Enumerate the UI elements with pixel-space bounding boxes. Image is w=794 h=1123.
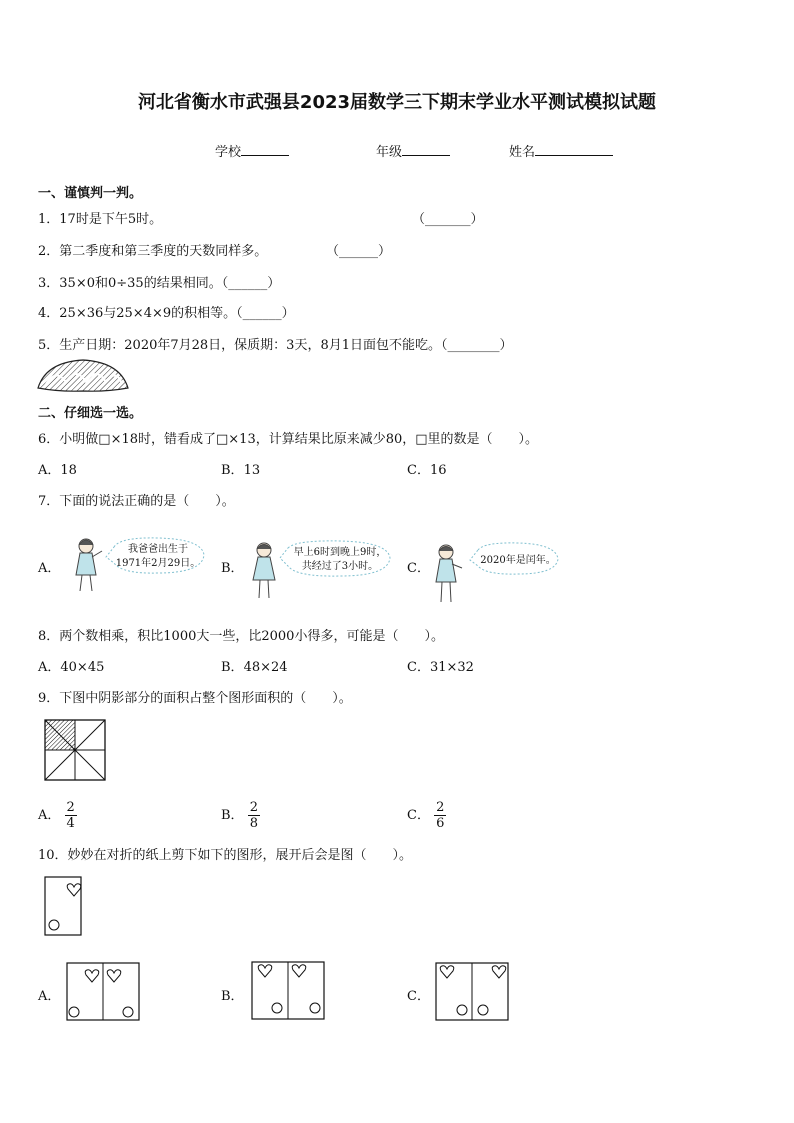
circle-icon [310, 1003, 320, 1013]
q8-b-label: B． [221, 660, 244, 675]
heart-icon [107, 970, 121, 982]
q8-b-value: 48×24 [243, 660, 288, 675]
q7-c-illustration [432, 542, 562, 608]
q6-num: 6． [38, 432, 60, 447]
q7-a-illustration [70, 533, 210, 597]
q6-text: 小明做□×18时，错看成了□×13，计算结果比原来减少80，□里的数是（ ）。 [59, 432, 539, 447]
name-blank[interactable] [535, 143, 613, 156]
circle-icon [478, 1005, 488, 1015]
q9-b-label: B． [221, 808, 244, 823]
q7-text: 下面的说法正确的是（ ）。 [59, 494, 235, 509]
q9-a-label: A． [38, 808, 61, 823]
name-field[interactable] [509, 141, 613, 160]
q4-text: 25×36与25×4×9的积相等。 [59, 306, 237, 321]
page-title: 河北省衡水市武强县2023届数学三下期末学业水平测试模拟试题 [137, 92, 657, 113]
circle-icon [69, 1007, 79, 1017]
q9-c-denominator: 6 [436, 816, 445, 831]
q10-folded-paper [44, 876, 84, 938]
circle-icon [49, 920, 59, 930]
q3-num: 3． [38, 276, 60, 291]
q7-a-bubble-line2: 1971年2月29日。 [115, 558, 201, 569]
question-2 [38, 240, 267, 259]
q8-a-label: A． [38, 660, 61, 675]
q10-option-c[interactable]: C． [407, 989, 430, 1004]
question-6 [38, 428, 538, 447]
name-label: 姓名 [509, 145, 536, 160]
question-8 [38, 625, 444, 644]
circle-icon [457, 1005, 467, 1015]
q7-b-illustration [248, 540, 398, 604]
q7-option-c[interactable]: C． [407, 561, 430, 576]
question-10 [38, 844, 412, 863]
q9-text: 下图中阴影部分的面积占整个图形面积的（ ）。 [59, 691, 352, 706]
q9-b-denominator: 8 [249, 816, 258, 831]
grade-blank[interactable] [402, 143, 450, 156]
q9-option-c[interactable] [407, 800, 446, 831]
q8-text: 两个数相乘，积比1000大一些，比2000小得多，可能是（ ）。 [59, 629, 444, 644]
q7-num: 7． [38, 494, 60, 509]
q7-b-bubble-line2: 共经过了3小时。 [301, 561, 379, 572]
q9-num: 9． [38, 691, 60, 706]
q6-b-label: B． [221, 463, 244, 478]
school-label: 学校 [215, 145, 242, 160]
heart-icon [292, 965, 306, 977]
q5-num: 5． [38, 338, 60, 353]
q3-answer-paren[interactable]: （______） [221, 276, 281, 291]
girl-figure-b [253, 543, 275, 598]
q8-a-value: 40×45 [60, 660, 105, 675]
girl-figure-a [76, 539, 102, 591]
q6-a-value: 18 [60, 463, 77, 478]
section1-heading: 一、谨慎判一判。 [38, 186, 143, 201]
bread-image [36, 358, 130, 392]
q9-c-label: C． [407, 808, 430, 823]
q1-num: 1． [38, 212, 60, 227]
question-5 [38, 334, 513, 353]
q8-option-b[interactable] [221, 656, 288, 675]
question-3 [38, 272, 280, 291]
q10-a-unfolded [66, 962, 142, 1022]
q9-a-denominator: 4 [66, 816, 75, 831]
question-4 [38, 302, 295, 321]
q9-a-numerator: 2 [66, 800, 75, 815]
heart-icon [85, 970, 99, 982]
q8-num: 8． [38, 629, 60, 644]
q10-b-unfolded [251, 961, 327, 1021]
q1-answer-paren[interactable]: （_______） [412, 212, 484, 227]
q4-answer-paren[interactable]: （______） [236, 306, 295, 321]
q8-c-value: 31×32 [429, 660, 474, 675]
q7-a-bubble-line1: 我爸爸出生于 [128, 544, 188, 555]
q9-option-a[interactable] [38, 800, 77, 831]
school-field[interactable] [215, 141, 289, 160]
q6-c-label: C． [407, 463, 430, 478]
q10-text: 妙妙在对折的纸上剪下如下的图形，展开后会是图（ ）。 [67, 848, 413, 863]
heart-icon [440, 966, 454, 978]
q10-option-a[interactable]: A． [38, 989, 61, 1004]
circle-icon [272, 1003, 282, 1013]
q6-c-value: 16 [429, 463, 447, 478]
girl-figure-c [436, 545, 462, 602]
q10-c-unfolded [435, 962, 511, 1022]
q8-option-c[interactable] [407, 656, 474, 675]
q2-text: 第二季度和第三季度的天数同样多。 [59, 244, 268, 259]
q10-num: 10． [38, 848, 68, 863]
heart-icon [258, 965, 272, 977]
heart-icon [492, 966, 506, 978]
q9-option-b[interactable] [221, 800, 260, 831]
q7-option-a[interactable]: A． [38, 561, 61, 576]
grade-label: 年级 [376, 145, 403, 160]
q5-text: 生产日期：2020年7月28日，保质期：3天，8月1日面包不能吃。 [59, 338, 441, 353]
q2-answer-paren[interactable]: （______） [326, 244, 392, 259]
question-9 [38, 687, 352, 706]
q5-answer-paren[interactable]: （________） [441, 338, 513, 353]
q7-option-b[interactable]: B． [221, 561, 244, 576]
q8-c-label: C． [407, 660, 430, 675]
q7-c-bubble-line1: 2020年是闰年。 [480, 555, 556, 566]
question-1 [38, 208, 162, 227]
question-7 [38, 490, 235, 509]
q1-text: 17时是下午5时。 [59, 212, 163, 227]
section2-heading: 二、仔细选一选。 [38, 406, 143, 421]
q4-num: 4． [38, 306, 60, 321]
q7-b-bubble-line1: 早上6时到晚上9时， [293, 547, 387, 558]
q9-c-fraction [434, 800, 446, 831]
q9-c-numerator: 2 [436, 800, 445, 815]
q6-b-value: 13 [243, 463, 261, 478]
heart-icon [67, 884, 81, 896]
circle-icon [123, 1007, 133, 1017]
q3-text: 35×0和0÷35的结果相同。 [59, 276, 222, 291]
q6-option-c[interactable] [407, 459, 447, 478]
grade-field[interactable] [376, 141, 450, 160]
q6-a-label: A． [38, 463, 61, 478]
q9-square-figure [44, 719, 106, 781]
q6-option-a[interactable] [38, 459, 77, 478]
q6-option-b[interactable] [221, 459, 260, 478]
q8-option-a[interactable] [38, 656, 104, 675]
school-blank[interactable] [241, 143, 289, 156]
q9-b-fraction [248, 800, 260, 831]
q10-option-b[interactable]: B． [221, 989, 244, 1004]
q9-a-fraction [65, 800, 77, 831]
q2-num: 2． [38, 244, 60, 259]
q9-b-numerator: 2 [249, 800, 258, 815]
